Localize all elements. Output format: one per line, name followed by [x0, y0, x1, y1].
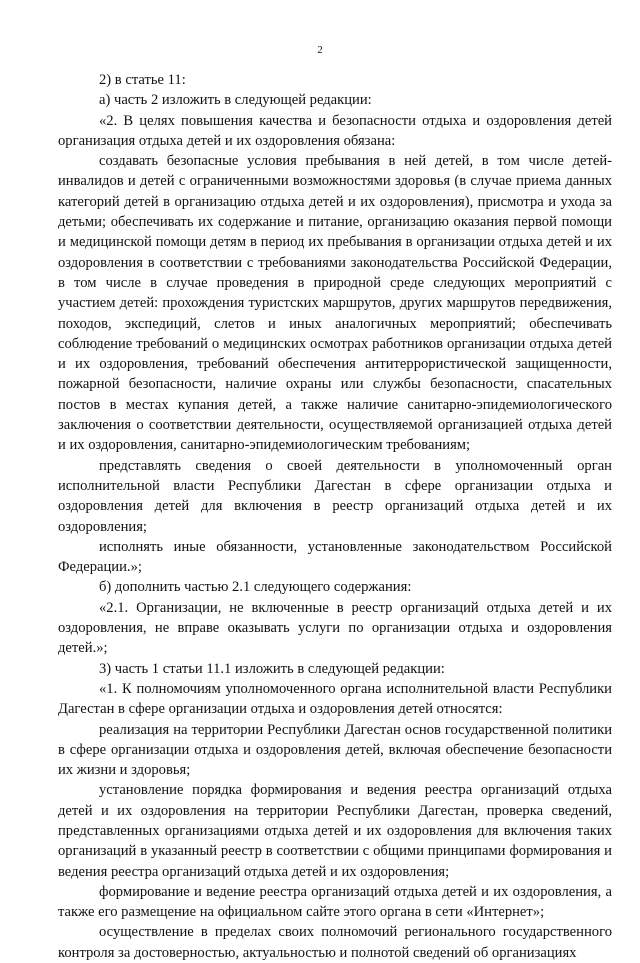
- paragraph: осуществление в пределах своих полномочий регионального государственного контроля за достоверностью, актуальностью и полнотой сведений об организациях: [58, 924, 612, 961]
- paragraph: б) дополнить частью 2.1 следующего содержания:: [99, 579, 412, 596]
- paragraph: создавать безопасные условия пребывания в ней детей, в том числе детей-инвалидов и детей с ограниченными возможностями здоровья (в случае приема данных категорий детей в организацию отдыха детей и их оздоровления), присмотра и ухода за детьми; обеспечивать их содержание и питание, организацию оказания первой помощи и медицинской помощи детям в период их пребывания в организации отдыха детей и их оздоровления в соответствии с требованиями законодательства Российской Федерации, в том числе в случае проведения в природной среде следующих мероприятий с участием детей: прохождения туристских маршрутов, других маршрутов передвижения, походов, экспедиций, слетов и иных аналогичных мероприятий; обеспечивать соблюдение требований о медицинских осмотрах работников организации отдыха детей и их оздоровления, требований обеспечения антитеррористической защищенности, пожарной безопасности, наличие охраны или службы безопасности, спасательных постов в местах купания детей, а также наличие санитарно-эпидемиологического заключения о соответствии деятельности, осуществляемой организацией отдыха детей и их оздоровления, санитарно-эпидемиологическим требованиям;: [58, 153, 612, 454]
- paragraph: 2) в статье 11:: [99, 72, 186, 88]
- paragraph: «2. В целях повышения качества и безопасности отдыха и оздоровления детей организация отдыха детей и их оздоровления обязана:: [58, 112, 612, 149]
- paragraph: формирование и ведение реестра организаций отдыха детей и их оздоровления, а также его размещение на официальном сайте этого органа в сети «Интернет»;: [58, 883, 612, 921]
- document-body: [58, 70, 612, 963]
- paragraph: «2.1. Организации, не включенные в реестр организаций отдыха детей и их оздоровления, не вправе оказывать услуги по организации отдыха и оздоровления детей.»;: [58, 599, 612, 657]
- paragraph: 3) часть 1 статьи 11.1 изложить в следующей редакции:: [99, 660, 445, 677]
- paragraph: исполнять иные обязанности, установленные законодательством Российской Федерации.»;: [58, 538, 612, 576]
- paragraph: представлять сведения о своей деятельности в уполномоченный орган исполнительной власти Республики Дагестан в сфере организации отдыха и оздоровления детей для включения в реестр организаций отдыха детей и их оздоровления;: [58, 457, 612, 535]
- paragraph: «1. К полномочиям уполномоченного органа исполнительной власти Республики Дагестан в сфере организации отдыха и оздоровления детей относятся:: [58, 680, 612, 718]
- paragraph: реализация на территории Республики Дагестан основ государственной политики в сфере организации отдыха и оздоровления детей, включая обеспечение безопасности их жизни и здоровья;: [58, 721, 612, 779]
- page-number: 2: [317, 44, 323, 56]
- paragraph: установление порядка формирования и ведения реестра организаций отдыха детей и их оздоровления на территории Республики Дагестан, проверка сведений, представленных организациями отдыха детей и их оздоровления для включения таких организаций в указанный реестр в соответствии с общими принципами формирования и ведения реестра организаций отдыха детей и их оздоровления;: [58, 782, 612, 880]
- paragraph: а) часть 2 изложить в следующей редакции:: [99, 92, 372, 109]
